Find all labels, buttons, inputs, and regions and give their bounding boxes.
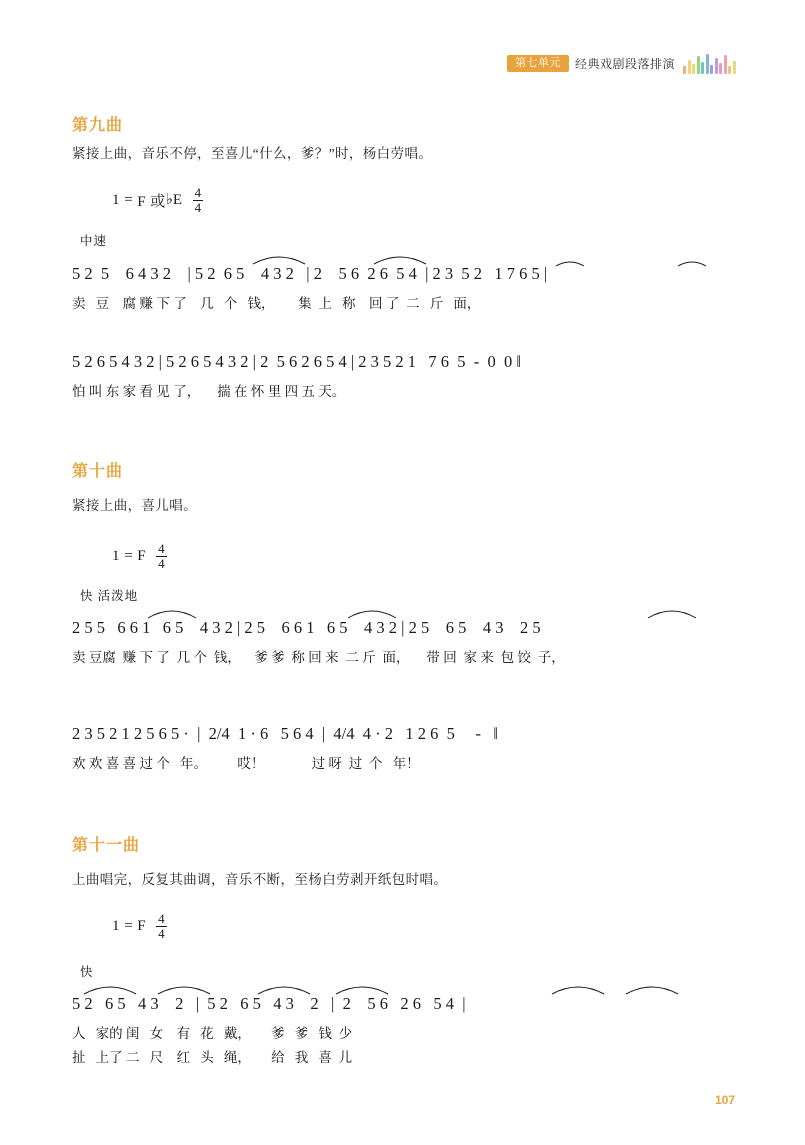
section-note-9: 紧接上曲，音乐不停，至喜儿“什么，爹？”时，杨白劳唱。 — [72, 146, 433, 161]
unit-badge: 第七单元 — [507, 55, 569, 72]
staff-9-line-2 — [72, 340, 734, 402]
meter-10 — [156, 542, 167, 570]
key-value-10: F — [137, 547, 147, 564]
notes-10-1: 2 5 5 6 6 1 6 5 4 3 2 | 2 5 6 6 1 6 5 4 3 2 | 2 5 6 5 4 3 2 5 — [72, 618, 541, 637]
page-number: 107 — [714, 1093, 735, 1107]
staff-9-line-1 — [72, 252, 734, 314]
lyrics-11-2: 扯 上了 二 尺 红 头 绳， 给 我 喜 儿 — [72, 1050, 353, 1065]
key-value-9: F 或 — [137, 193, 166, 210]
tempo-11: 快 — [80, 965, 94, 979]
key-signature-10 — [112, 542, 167, 570]
tempo-10: 快 活泼地 — [80, 589, 139, 603]
lyrics-10-2: 欢 欢 喜 喜 过 个 年。 哎！ 过 呀 过 个 年！ — [72, 756, 420, 771]
notes-10-2: 2 3 5 2 1 2 5 6 5 · | 2/4 1 · 6 5 6 4 | 4/4 4 · 2 1 2 6 5 - ‖ — [72, 724, 499, 743]
key-alt-9: E — [172, 191, 183, 208]
meter-den-9: 4 — [194, 199, 202, 215]
section-title-11: 第十一曲 — [72, 837, 141, 854]
header-title: 经典戏剧段落排演 — [574, 56, 675, 71]
section-note-10: 紧接上曲，喜儿唱。 — [72, 498, 198, 513]
key-value-11: F — [137, 917, 147, 934]
notes-9-1: 5 2 5 6 4 3 2 | 5 2 6 5 4 3 2 | 2 5 6 2 6 5 4 | 2 3 5 2 1 7 6 5 | — [72, 264, 548, 283]
key-signature-9 — [112, 186, 203, 214]
notes-9-2: 5 2 6 5 4 3 2 | 5 2 6 5 4 3 2 | 2 5 6 2 6 5 4 | 2 3 5 2 1 7 6 5 - 0 0 ‖ — [72, 352, 522, 371]
meter-den-11: 4 — [158, 925, 165, 941]
meter-den-10: 4 — [158, 555, 165, 571]
meter-11 — [156, 912, 167, 940]
meter-num-11: 4 — [158, 911, 165, 926]
staff-11-line-1 — [72, 982, 734, 1064]
key-prefix-11: 1 = — [112, 917, 134, 934]
staff-10-line-1 — [72, 606, 734, 668]
key-prefix-9: 1 = — [112, 191, 134, 208]
notes-11-1: 5 2 6 5 4 3 2 | 5 2 6 5 4 3 2 | 2 5 6 2 6 5 4 | — [72, 994, 466, 1013]
meter-9 — [193, 186, 204, 214]
decorative-bars-icon — [683, 52, 737, 74]
meter-num-10: 4 — [158, 541, 165, 556]
staff-10-line-2 — [72, 712, 734, 774]
lyrics-9-1: 卖 豆 腐 赚 下 了 几 个 钱， 集 上 称 回 了 二 斤 面， — [72, 296, 481, 311]
section-title-9: 第九曲 — [72, 117, 124, 134]
key-signature-11 — [112, 912, 167, 940]
section-title-10: 第十曲 — [72, 463, 124, 480]
lyrics-10-1: 卖 豆腐 赚 下 了 几 个 钱， 爹 爹 称 回 来 二 斤 面， 带 回 家 来 包 饺 子， — [72, 650, 565, 665]
page-header — [507, 52, 737, 74]
section-note-11: 上曲唱完，反复其曲调，音乐不断，至杨白劳剥开纸包时唱。 — [72, 872, 448, 887]
key-prefix-10: 1 = — [112, 547, 134, 564]
lyrics-11-1: 人 家的 闺 女 有 花 戴， 爹 爹 钱 少 — [72, 1026, 353, 1041]
tempo-9: 中速 — [80, 234, 108, 248]
flat-icon-9: ♭ — [165, 191, 173, 208]
lyrics-9-2: 怕 叫 东 家 看 见 了， 揣 在 怀 里 四 五 天。 — [72, 384, 346, 399]
meter-num-9: 4 — [194, 185, 202, 200]
